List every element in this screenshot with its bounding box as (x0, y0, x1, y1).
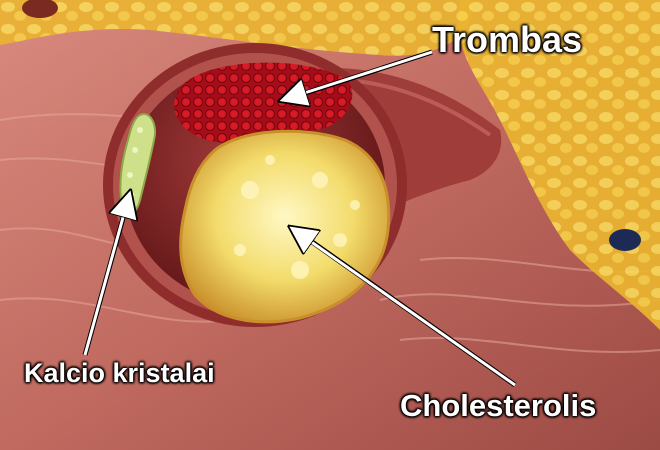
label-cholesterol: Cholesterolis (400, 388, 597, 423)
small-vessel-right (609, 229, 641, 251)
label-thrombus: Trombas (432, 19, 583, 60)
label-calcium-crystals: Kalcio kristalai (24, 358, 215, 388)
